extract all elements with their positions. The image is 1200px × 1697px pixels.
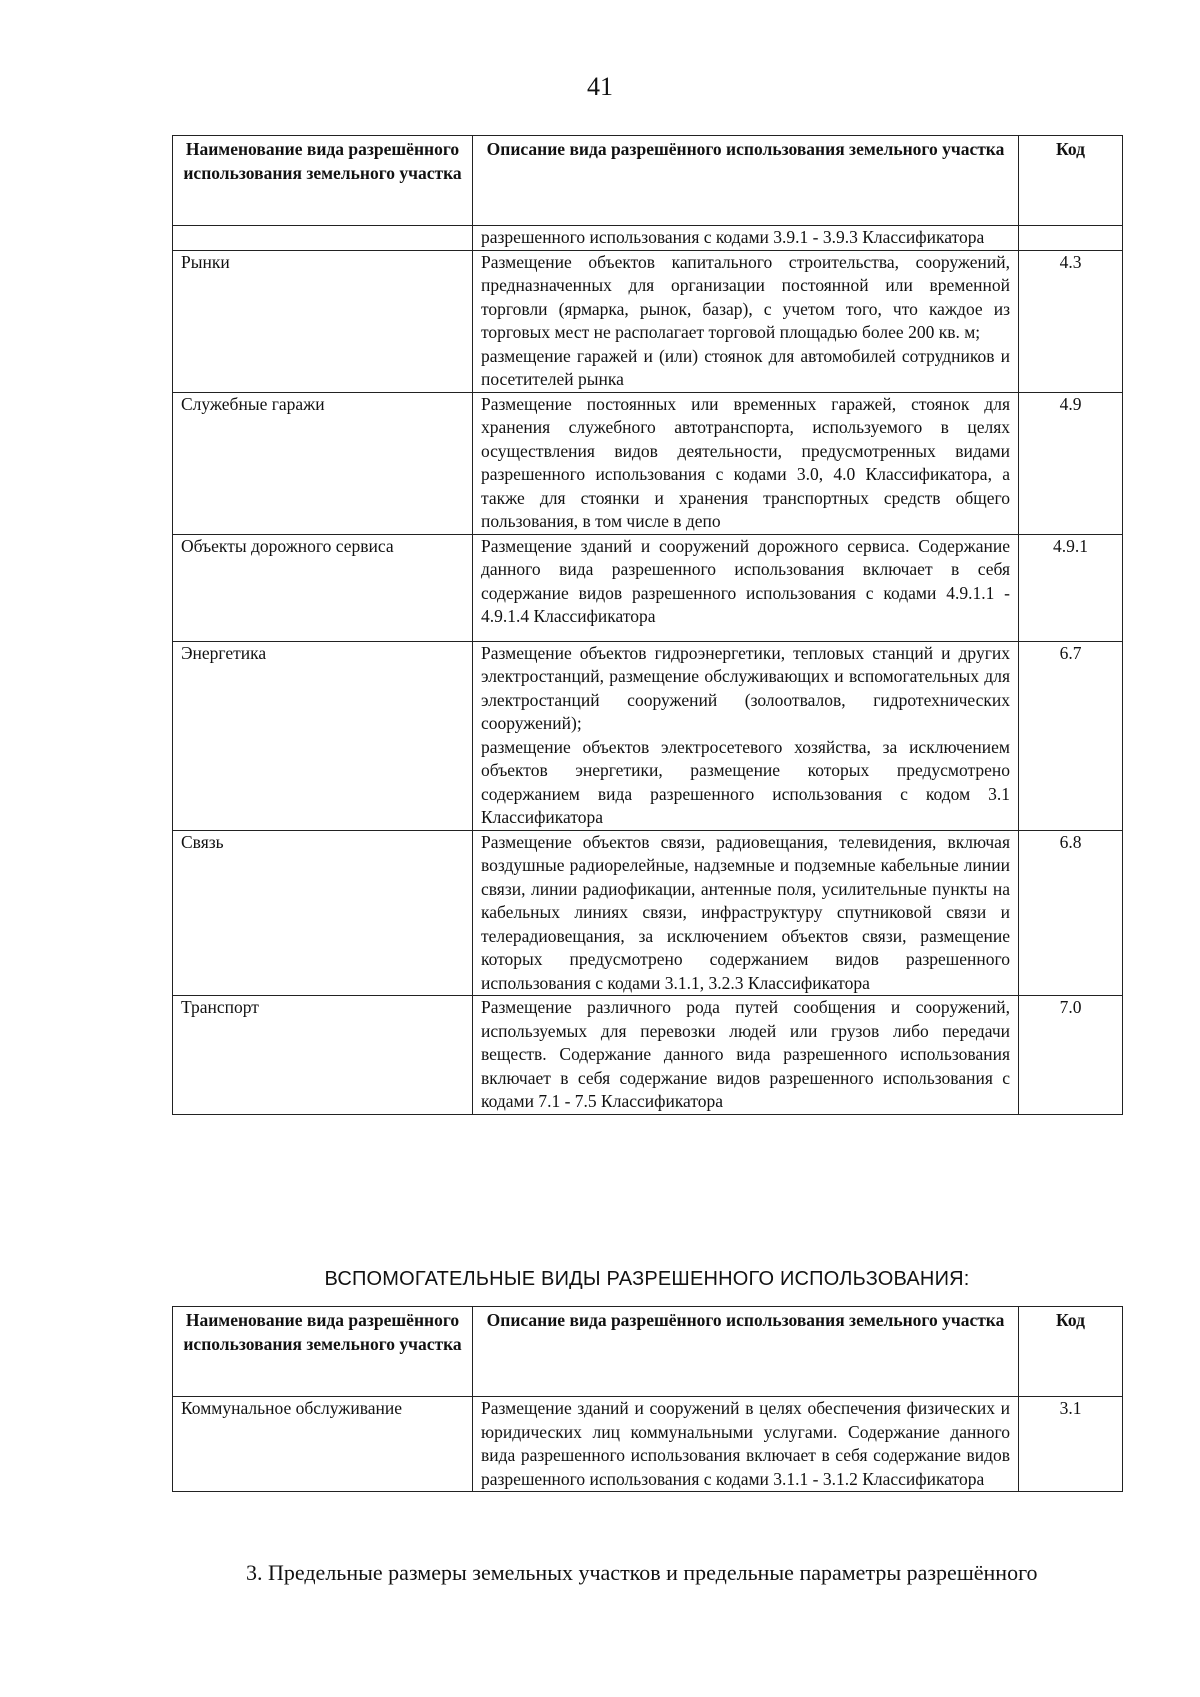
row-code: 3.1	[1019, 1397, 1123, 1492]
row-code: 6.7	[1019, 641, 1123, 830]
row-description: Размещение постоянных или временных гаражей, стоянок для хранения служебного автотранспорта, используемого в целях осуществления видов деятельности, предусмотренных видами разрешенного использования с кодами 3.0, 4.0 Классификатора, а также для стоянки и хранения транспортных средств общего пользования, в том числе в депо	[473, 392, 1019, 534]
row-name: Служебные гаражи	[173, 392, 473, 534]
row-name: Энергетика	[173, 641, 473, 830]
table-row	[173, 830, 1123, 996]
row-description: Размещение зданий и сооружений в целях обеспечения физических и юридических лиц коммунальными услугами. Содержание данного вида разрешенного использования включает в себя содержание видов разрешенного использования с кодами 3.1.1 - 3.1.2 Классификатора	[473, 1397, 1019, 1492]
row-description: Размещение различного рода путей сообщения и сооружений, используемых для перевозки людей или грузов либо передачи веществ. Содержание данного вида разрешенного использования включает в себя содержание видов разрешенного использования с кодами 7.1 - 7.5 Классификатора	[473, 996, 1019, 1115]
page-number: 41	[587, 72, 613, 101]
row-code: 4.9	[1019, 392, 1123, 534]
auxiliary-land-use-table	[172, 1306, 1123, 1492]
table-row	[173, 534, 1123, 641]
row-name: Рынки	[173, 250, 473, 392]
row-code: 6.8	[1019, 830, 1123, 996]
header-description: Описание вида разрешённого использования земельного участка	[473, 136, 1019, 226]
table-header-row	[173, 1307, 1123, 1397]
row-description: разрешенного использования с кодами 3.9.1 - 3.9.3 Классификатора	[473, 226, 1019, 251]
row-name: Транспорт	[173, 996, 473, 1115]
header-code: Код	[1019, 136, 1123, 226]
row-description-part: Размещение объектов капитального строительства, сооружений, предназначенных для организации постоянной или временной торговли (ярмарка, рынок, базар), с учетом того, что каждое из торговых мест не располагает торговой площадью более 200 кв. м;	[481, 251, 1010, 342]
row-code	[1019, 226, 1123, 251]
header-name: Наименование вида разрешённого использования земельного участка	[173, 1307, 473, 1397]
table-header-row	[173, 136, 1123, 226]
row-code: 4.3	[1019, 250, 1123, 392]
row-description-part: Размещение объектов гидроэнергетики, тепловых станций и других электростанций, размещение обслуживающих и вспомогательных для электростанций сооружений (золоотвалов, гидротехнических сооружений);	[481, 642, 1010, 733]
row-description	[473, 250, 1019, 392]
auxiliary-uses-heading: ВСПОМОГАТЕЛЬНЫЕ ВИДЫ РАЗРЕШЕННОГО ИСПОЛЬЗОВАНИЯ:	[324, 1268, 970, 1290]
header-code: Код	[1019, 1307, 1123, 1397]
header-description: Описание вида разрешённого использования земельного участка	[473, 1307, 1019, 1397]
table-row	[173, 250, 1123, 392]
row-name: Коммунальное обслуживание	[173, 1397, 473, 1492]
section-paragraph: 3. Предельные размеры земельных участков и предельные параметры разрешённого	[246, 1560, 1038, 1585]
main-land-use-table	[172, 135, 1123, 1115]
row-description: Размещение зданий и сооружений дорожного сервиса. Содержание данного вида разрешенного использования включает в себя содержание видов разрешенного использования с кодами 4.9.1.1 - 4.9.1.4 Классификатора	[473, 534, 1019, 641]
table-row	[173, 996, 1123, 1115]
row-name: Объекты дорожного сервиса	[173, 534, 473, 641]
row-code: 4.9.1	[1019, 534, 1123, 641]
row-description	[473, 641, 1019, 830]
row-description-part: размещение гаражей и (или) стоянок для автомобилей сотрудников и посетителей рынка	[481, 345, 1010, 389]
row-description: Размещение объектов связи, радиовещания, телевидения, включая воздушные радиорелейные, надземные и подземные кабельные линии связи, линии радиофикации, антенные поля, усилительные пункты на кабельных линиях связи, инфраструктуру спутниковой связи и телерадиовещания, за исключением объектов связи, размещение которых предусмотрено содержанием видов разрешенного использования с кодами 3.1.1, 3.2.3 Классификатора	[473, 830, 1019, 996]
row-description-part: размещение объектов электросетевого хозяйства, за исключением объектов энергетики, размещение которых предусмотрено содержанием вида разрешенного использования с кодом 3.1 Классификатора	[481, 736, 1010, 827]
row-name: Связь	[173, 830, 473, 996]
table-row	[173, 226, 1123, 251]
table-row	[173, 1397, 1123, 1492]
row-code: 7.0	[1019, 996, 1123, 1115]
table-row	[173, 641, 1123, 830]
table-row	[173, 392, 1123, 534]
header-name: Наименование вида разрешённого использования земельного участка	[173, 136, 473, 226]
row-name	[173, 226, 473, 251]
